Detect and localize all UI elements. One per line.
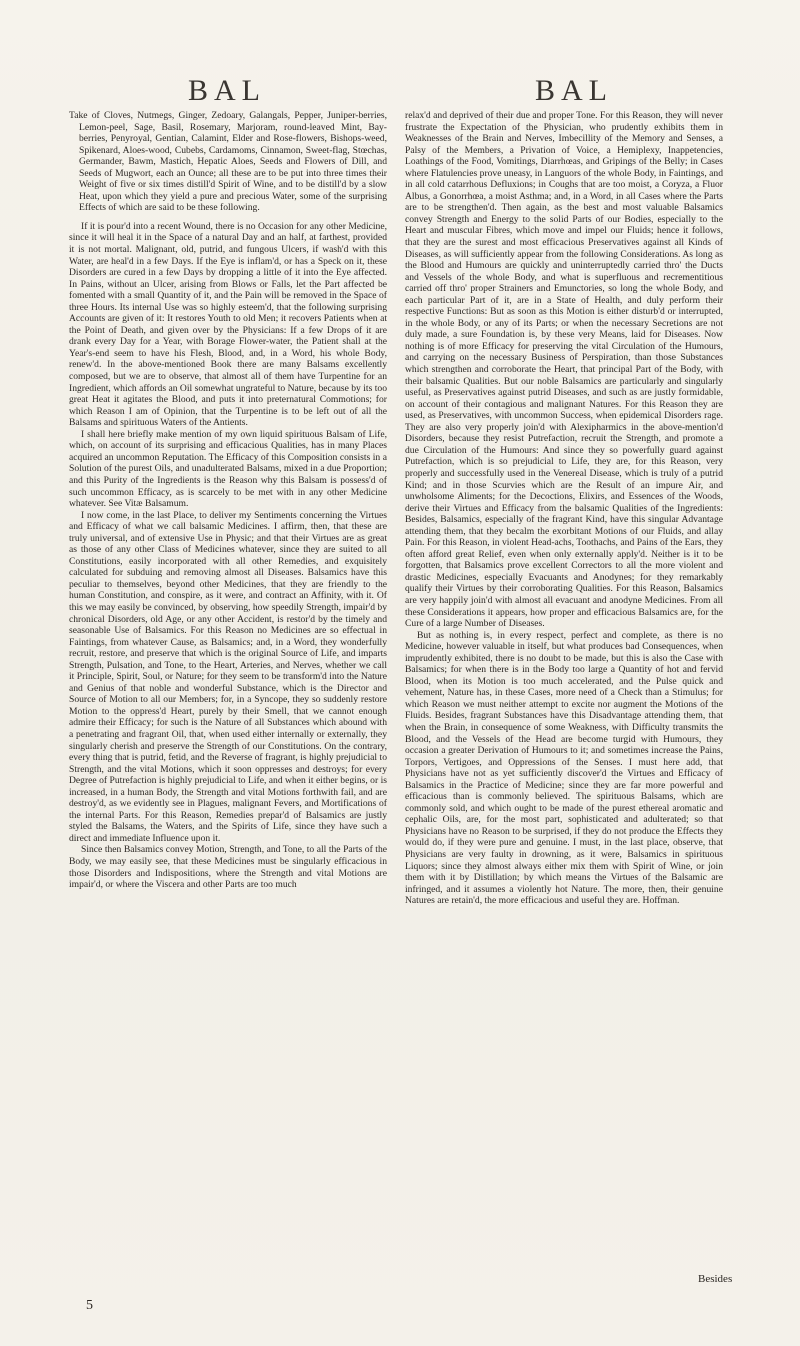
catchword: Besides (698, 1273, 733, 1285)
paragraph: Since then Balsamics convey Motion, Strength, and Tone, to all the Parts of the Body, we may easily see, that these Medicines must be singularly efficacious in those Disorders and Indispositions, where the Strength and vital Motions are impair'd, or where the Viscera and other Parts are too much (69, 844, 387, 891)
right-column (405, 110, 723, 907)
paragraph: relax'd and deprived of their due and proper Tone. For this Reason, they will never frustrate the Expectation of the Physician, who prudently exhibits them in Weaknesses of the Brain and Nerves, Imbecillity of the Memory and Senses, a Palsy of the Members, a Privation of Voice, a Hemiplexy, Inappetencies, Loathings of the Food, Vomitings, Diarrhœas, and Gripings of the Belly; in Cases where Flatulencies prove uneasy, in Languors of the whole Body, in Faintings, and in all cold catarrhous Defluxions; in Coughs that are too moist, a Coryza, a Fluor Albus, a Gonorrhœa, a moist Asthma; and, in a Word, in all Cases where the Parts are to be strengthen'd. Then again, as the best and most valuable Balsamics convey Strength and Energy to the solid Parts of our Bodies, especially to the Heart and muscular Fibres, which move and impel our Fluids; hence it follows, that they are the surest and most efficacious Preservatives against all Kinds of Diseases, as will sufficiently appear from the following Considerations. As long as the Blood and Humours are quickly and uninterruptedly carried thro' the Ducts and Vessels of the whole Body, and what is superfluous and recrementitious carried off thro' proper Strainers and Emunctories, so long the whole Body, and each particular Part of it, are in a State of Health, and duly perform their respective Functions: But as soon as this Motion is either disturb'd or interrupted, in the whole Body, or any of its Parts; or when the necessary Secretions are not duly made, a sure Foundation is, by these very Means, laid for Diseases. Now nothing is of more Efficacy for preserving the vital Circulation of the Humours, and carrying on the necessary Business of Perspiration, than those Substances which strengthen and corroborate the Heart, that principal Part of the Body, with their balsamic Qualities. But our noble Balsamics are particularly and singularly useful, as Preservatives against putrid Diseases, and such as are justly formidable, on account of their contagious and malignant Natures. For this Reason they are used, as Preservatives, with uncommon Success, when epidemical Disorders rage. They are also very properly join'd with Alexipharmics in the above-mention'd Disorders, because they resist Putrefaction, recruit the Strength, and promote a due Circulation of the Humours: And since they so powerfully guard against Putrefaction, which is so prejudicial to Life, they are, for this Reason, very properly and successfully used in the Venereal Disease, which is truly of a putrid Kind; and in those Scurvies which are the Result of an impure Air, and unwholsome Aliments; for the Decoctions, Elixirs, and Essences of the Woods, derive their Virtues and Efficacy from the balsamic Qualities of the Ingredients: Besides, Balsamics, especially of the fragrant Kind, have this singular Advantage attending them, that they becalm the exorbitant Motions of our Fluids, and allay Pain. For this Reason, in violent Head-achs, Toothachs, and Pains of the Ears, they often afford great Relief, even when only externally apply'd. Neither is it to be forgotten, that Balsamics prove excellent Correctors to all the more violent and drastic Medicines, especially Evacuants and Anodynes; for they remarkably qualify their Virtues by their corroborating Qualities. For this Reason, Balsamics are very happily join'd with almost all evacuant and anodyne Medicines. From all these Considerations it appears, how proper and efficacious Balsamics are, for the Cure of a large Number of Diseases. (405, 110, 723, 630)
left-running-head: BAL (188, 74, 266, 107)
paragraph: If it is pour'd into a recent Wound, there is no Occasion for any other Medicine, since it will heal it in the Space of a natural Day and an half, at farthest, provided it is not mortal. Malignant, old, putrid, and fungous Ulcers, if wash'd with this Water, are heal'd in a few Days. If the Eye is inflam'd, or has a Speck on it, these Disorders are cured in a few Days by dropping a little of it into the Eye affected. In Pains, without an Ulcer, arising from Blows or Falls, let the Part affected be fomented with a small Quantity of it, and the Pain will be removed in the Space of three Hours. Its internal Use was so highly esteem'd, that the following surprising Accounts are given of it: It restores Youth to old Men; it recovers Patients when at the Point of Death, and given over by the Physicians: If a few Drops of it are drank every Day for a Year, with Borage Flower-water, the Patient shall at the Year's-end seem to have his Flesh, Blood, and, in a Word, his whole Body, renew'd. In the above-mentioned Book there are many Balsams excellently composed, but we are to observe, that almost all of them have Turpentine for an Ingredient, which affords an Oil somewhat ungrateful to Nature, because by its too great Heat it agitates the Blood, and puts it into preternatural Commotions; for which Reason I am of Opinion, that the Turpentine is to be left out of all the Balsams and spirituous Waters of the Antients. (69, 220, 387, 429)
paragraph: Take of Cloves, Nutmegs, Ginger, Zedoary, Galangals, Pepper, Juniper-berries, Lemon-peel, Sage, Basil, Rosemary, Marjoram, round-leaved Mint, Bay-berries, Penyroyal, Gentian, Calamint, Elder and Rose-flowers, Bishops-weed, Spikenard, Aloes-wood, Cubebs, Cardamoms, Cinnamon, Sweet-flag, Stœchas, Germander, Bawm, Mastich, Hepatic Aloes, Seeds and Flowers of Dill, and Seeds of Mugwort, each an Ounce; all these are to be put into three times their Weight of five or six times distill'd Spirit of Wine, and to be distill'd by a slow Heat, upon which they yield a pure and precious Water, some of the surprising Effects of which are said to be these following. (69, 110, 387, 214)
paragraph: I shall here briefly make mention of my own liquid spirituous Balsam of Life, which, on account of its surprising and efficacious Qualities, has in many Places acquired an uncommon Reputation. The Efficacy of this Composition consists in a Solution of the purest Oils, and unadulterated Balsams, mixed in a due Proportion; and this Purity of the Ingredients is the Reason why this Balsam is possess'd of such uncommon Efficacy, as is scarcely to be met with in any other Medicine whatever. See Vitæ Balsamum. (69, 428, 387, 510)
right-running-head: BAL (535, 74, 613, 107)
signature-mark: 5 (86, 1298, 93, 1313)
paragraph: But as nothing is, in every respect, perfect and complete, as there is no Medicine, however valuable in itself, but what produces bad Consequences, when imprudently exhibited, there is no doubt to be made, but this is also the Case with Balsamics; for when there is in the Body too large a Quantity of hot and fervid Blood, when its Motion is too much accelerated, and the Pulse quick and vehement, Nature has, in these Cases, more need of a Check than a Stimulus; for which Reason we must neither attempt to excite nor augment the Motions of the Fluids. Besides, fragrant Substances have this Disadvantage attending them, that when the Brain, in consequence of some Weakness, with Difficulty transmits the Blood, and the Vessels of the Head are become turgid with Humours, they occasion a greater Derivation of Humours to it; and sometimes increase the Pains, Torpors, Vertigoes, and Oppressions of the Senses. I must here add, that Physicians have not as yet sufficiently discover'd the Virtues and Efficacy of Balsamics in the Practice of Medicine; since they are far more powerful and efficacious than is commonly believed. The spirituous Balsams, which are commonly sold, and which ought to be made of the purest ethereal aromatic and cephalic Oils, are, for the most part, sophisticated and adulterated; so that Physicians have no Reason to be surprised, if they do not produce the Effects they would do, if they were pure and genuine. I must, in the last place, observe, that Physicians are very faulty in drowning, as it were, Balsamics in spirituous Liquors; since they almost always either mix them with Spirit of Wine, or join them with it by Distillation; by which means the Virtues of the Balsamic are infringed, and it assumes a violently hot Nature. The more, then, their genuine Natures are retain'd, the more efficacious and useful they are. Hoffman. (405, 629, 723, 907)
paragraph: I now come, in the last Place, to deliver my Sentiments concerning the Virtues and Efficacy of what we call balsamic Medicines. I affirm, then, that these are truly universal, and of extensive Use in Physic; and that their Virtues are as great as those of any other Class of Medicines whatever, since they are suited to all Constitutions, easily incorporated with all other Remedies, and exquisitely calculated for subduing and removing almost all Diseases. Balsamics have this peculiar to themselves, beyond other Medicines, that they are friendly to the human Constitution, and conspire, as it were, and contract an Affinity, with it. Of this we may easily be convinced, by observing, how speedily Strength, impair'd by chronical Disorders, old Age, or any other Accident, is restor'd by the timely and seasonable Use of Balsamics. For this Reason no Medicines are so effectual in Faintings, from whatever Cause, as Balsamics; and, in a Word, they wonderfully recruit, restore, and preserve that which is the original Source of Life, and imparts Strength, Pulsation, and Tone, to the Heart, Arteries, and Nerves, whether we call it Principle, Spirit, Soul, or Nature; for they seem to be transform'd into the Nature and Genius of that noble and wonderful Substance, which is the Director and Source of Motion to all our Members; for, in a Syncope, they so suddenly restore Motion to the oppress'd Heart, purely by their Smell, that we cannot enough admire their Efficacy; for such is the Nature of all Substances which abound with a penetrating and fragrant Oil, that, when used either internally or externally, they singularly cherish and preserve the Strength of our Constitutions. On the contrary, every thing that is putrid, fetid, and the Reverse of fragrant, is highly prejudicial to Strength, and the vital Motions, which it soon oppresses and destroys; for every Degree of Putrefaction is highly prejudicial to Life, and when it either begins, or is increased, in a human Body, the Strength and vital Motions forthwith fail, and are destroy'd, as we evidently see in Plagues, malignant Fevers, and Mortifications of the internal Parts. For this Reason, Remedies prepar'd of Balsamics are justly styled the Balsams, the Waters, and the Spirits of Life, since they have such a direct and immediate Influence upon it. (69, 509, 387, 844)
left-column (69, 110, 387, 891)
